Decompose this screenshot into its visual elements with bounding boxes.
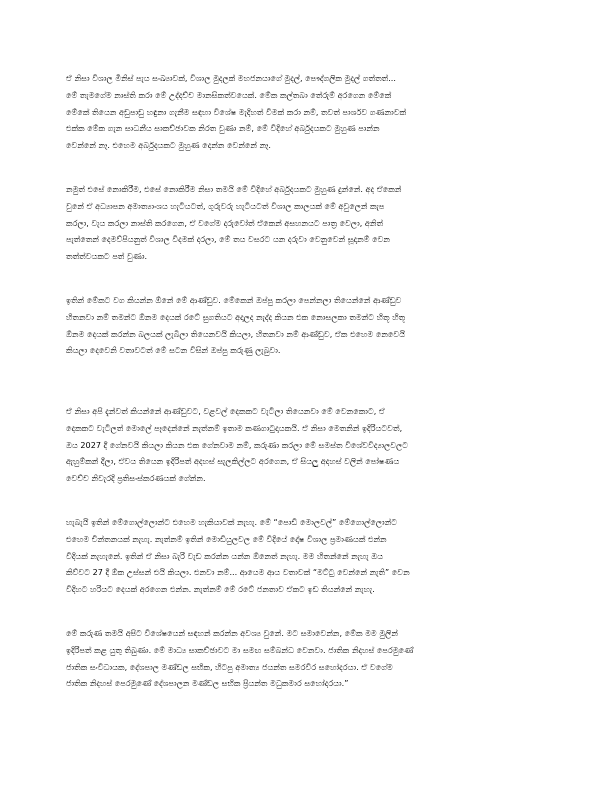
paragraph-4: ඒ නිසා අපි දැන්වත් කියන්නේ ආණ්ඩුවට, වළවල් දෙකකට වැටිලා තියෙනවා මේ වෙනකොට, ඒ දෙකකට වැටිලත් මොලේ පෑදෙන්නේ නැත්නම් ඉතාම කණගාටුදායකයි. ඒ නිසා මෙතනින් ඉදිරියටවත්, ඔය 2027 දී ගේනවයි කියලා කියන එක ගේනවාම නම්, කරුණා කරලා මේ සමස්ත විශේවවිද්‍යාලවලට ඇහුම්කන් දීලා, ඒවය තියෙන ඉදිරිපත් අදහස් සැලකිල්ලට අරගෙන, ඒ සියලු අදහස් වලින් පෝෂණය වෙච්ච නිවැරදි ප්‍රතිසංස්කරණයක් ගේන්න. [66,406,409,484]
paragraph-3: ඉතින් මේකට වග කියන්න ඕනේ මේ ආණ්ඩුව. මේකෙන් ඔප්පු කරලා පෙන්නලා තියෙන්නේ ආණ්ඩුව හිතනවා නම් තමන්ට ඕනම දෙයක් රටේ සුගතියට අදාලද නැද්ද කියන එක නොසලකා තමන්ට හිතූ හිතූ ඕනම දෙයක් කරන්න බලයක් ලැබිලා තියෙනවයි කියලා, හිතනවා නම් ආණ්ඩුව, ඒක එහෙම නෙවෙයි කියලා දෙවෙනි වතාවටත් මේ සටන විසින් ඔප්පු කරුණු ලැබුවා. [66,295,406,356]
paragraph-5: හැබැයි ඉතින් මේගොල්ලොන්ට එහෙම හැකියාවක් නැහැ. මේ “පොඩි මොලවල්” මේගොල්ලොන්ට එහෙම චින්තනයක් නැහැ. නැත්නම් ඉතින් මොඩියුලවල මේ විදියේ දෝෂ විශාල ප්‍රමාණයක් එන්න විදියක් නැහැනේ. ඉතින් ඒ නිසා බැරි වැඩ කරන්න යන්න ඕනෙත් නැහැ. මම හිතන්නේ නැහැ ඔය කිව්වට 27 දී ඕක උස්සන් එයි කියලා. එනවා නම්... ආයෙම ආය වතාවක් “මට්ටු වෙන්නේ නැති” වෙන විදිහට හරියට දෙයක් අරගෙන එන්න. නැත්නම් මේ රටේ ජනතාව ඒකට ඉඩ තියන්නේ නැහැ. [66,517,410,595]
paragraph-6: මේ කරුණ තමයි අපිට විශේෂයෙන් සඳහන් කරන්න අවශ්‍ය වුනේ. මට සමාවෙන්න, මේක මම මුලින් ඉදිරිපත් කළ යුතු තිබුණා. මේ මාධ්‍ය සාකච්ඡාවට මා සමඟ සම්බන්ධ වෙනවා. ජාතික නිදහස් පෙරමුණේ ජාතික සංවිධායක, දේශපාල මණ්ඩල සභික, හිටපු අමාත්‍ය ජයන්ත සමරවීර සහෝදරයා. ඒ වගේම ජාතික නිදහස් පෙරමුණේ දේශපාලන මණ්ඩල සභික ප්‍රියන්ත මධුකමාර සහෝදරයා.” [66,628,414,689]
paragraph-1: ඒ නිසා විශාල මිනිස් පැය සංඛ්‍යාවක්, විශාල මුදලක් මහජනයාගේ මුදල්, පෞද්ගලික මුදල් ගත්තත්... මේ තැමගේම නාස්ති කරා මේ උද්දච්ච මානසිකත්වයෙක්. මේක කල්තබා තේරුම් අරගෙන මේකේ මේකේ තියෙන අඩුපාඩු හඳුනා ගැනීම සඳහා විශේෂ මැදිහත් වීමක් කරා නම්, තවත් පාර්ශව ගණනාවක් එක්ක මේක ගැන සාධනීය සාකච්ඡාවක නිරත වුණා නම්, මේ විදිහේ අර්බුදයකට මුහුණ පාන්න වෙන්නේ නෑ. එහෙම අර්බුදයකට මුහුණ දෙන්න වෙන්නේ නෑ. [66,73,407,151]
paragraph-2: නමුත් එසේ නොකිරීම, එසේ නොකිරීම නිසා තමයි මේ විදිහේ අර්බුදයකට මුහුණ දුන්නේ. අද ඒකෙන් වුනේ ඒ අධ්‍යාපන අමාත්‍යාංශය හැටියටත්, ගුරුවරු හැටියටත් විශාල කාලයක් මේ අවුලෙන් කැප කරලා, වැය කරලා නාස්ති කරගෙන, ඒ වගේම දරුවෝත් ඒකෙන් අසහනයට පාත්‍ර වෙලා, අනිත් පැත්තෙන් දෙමව්පියනුත් විශාල විදමක් දරලා, මේ තය වසරට යන දරුවා වෙනුවෙන් සූදානම් වෙන තත්ත්වයකට පත් වුණා. [66,184,402,262]
